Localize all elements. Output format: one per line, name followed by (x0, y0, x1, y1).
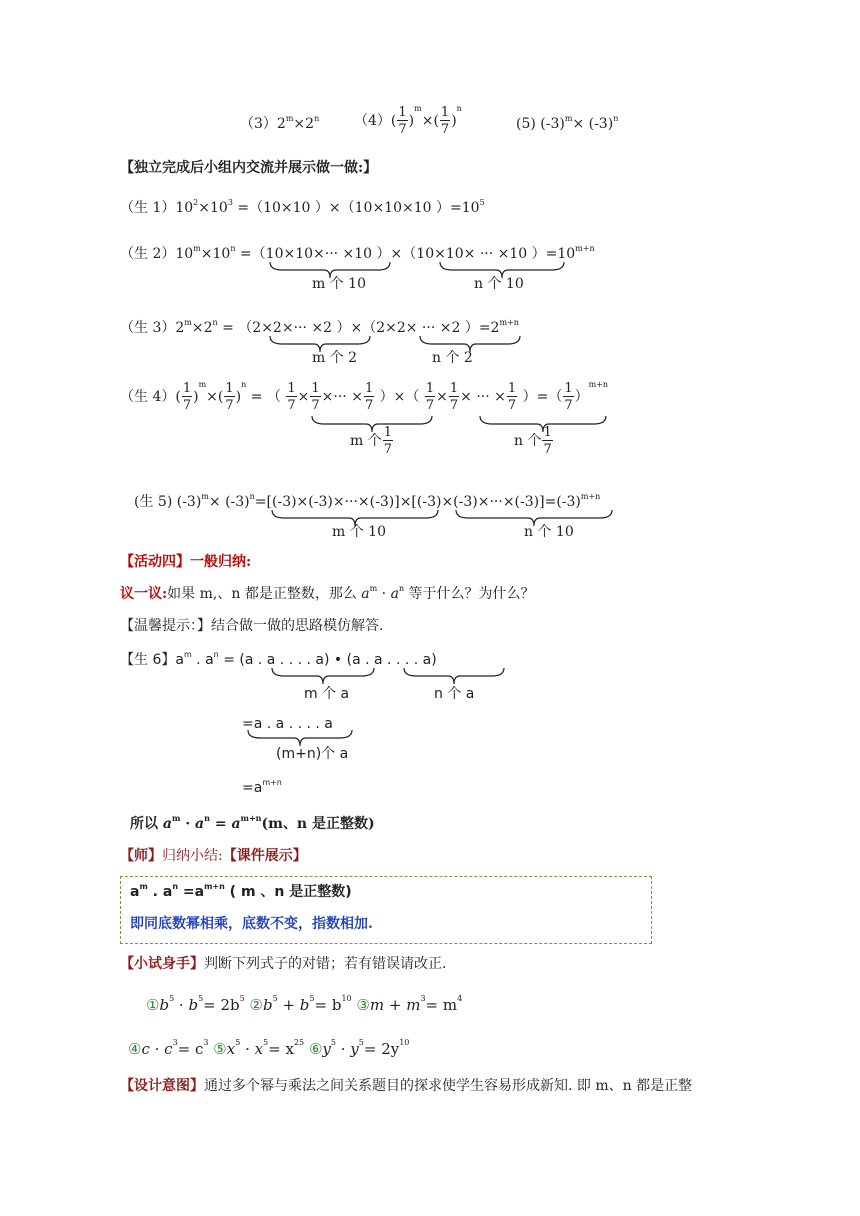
student-3-line: （生 $3)2^m\times 2^n = (2\times 2\times\cdot\cdot\cdot \times 2$ ）×（2×2× ··· ×2 ）$=2^{m+n}$ (120, 318, 519, 336)
student-1-line: （生 $1)10^2\times 10^3 =(10\times 10$ ）×（10×10×10 ）$=10^5$ (120, 198, 485, 216)
brace-icon (402, 666, 506, 686)
exercise-items-row1: $①b^5 \cdot b^5= 2b^5$ $②b^5 + b^5= b^{10}$ ③m + $m^3= m^4$ (146, 994, 463, 1014)
brace-icon (246, 728, 354, 748)
student-6-line2: =a . a . . . . a (242, 716, 333, 732)
student-5-line: (生 5) $(-3)^m\times (-3)^n=[(-3)\times(-3)\times\cdot\cdot\cdot\times(-3)]\times[(-3)\times(-3)\times\cdot\cdot\cdot\times(-3)]=(-3)^{m+n}$ (134, 492, 601, 510)
brace-label: m 个 a (304, 686, 350, 702)
brace-label: m 个 10 (332, 524, 386, 540)
summary-rule: 即同底数幂相乘，底数不变，指数相加. (130, 916, 373, 932)
brace-label: n 个 10 (474, 276, 524, 292)
try-line: 【小试身手】判断下列式子的对错；若有错误请改正. (120, 956, 447, 972)
heading-independent: 【独立完成后小组内交流并展示做一做:】 (120, 160, 378, 176)
conclusion-line: 所以 $a^m \cdot a^n = a^{m+n}(m$、n 是正整数) (130, 813, 375, 832)
brace-icon (270, 666, 376, 686)
tip-line: 【温馨提示：】结合做一做的思路模仿解答. (120, 618, 384, 634)
student-2-line: （生 $2)10^m\times 10^n =(10\times 10\times\cdot\cdot\cdot \times 10$ ）×（10×10× ··· ×10 ）$=10^{m+n}$ (120, 244, 595, 262)
activity4-title: 【活动四】一般归纳: (120, 554, 252, 570)
brace-label: n 个 10 (524, 524, 574, 540)
brace-label: n 个 $\frac{1}{7}$ (514, 425, 552, 457)
brace-label: n 个 2 (432, 350, 473, 366)
brace-label: n 个 a (434, 686, 475, 702)
student-6-line3: $=a^{m+n}$ (242, 778, 282, 796)
student-4-line: （生 4）( $\frac{1}{7}$ )$^m$×( $\frac{1}{7}$ )$^n$ = （ $\frac{1}{7}$ × $\frac{1}{7}$ ×··· × $\frac{1}{7}$ ）×（ $\frac{1}{7}$ × $\frac{1}{7}$ × ··· × $\frac{1}{7}$ ）=（ $\frac{1}{7}$ ）$^{m+n}$ (120, 380, 609, 413)
brace-label: m 个 2 (312, 350, 358, 366)
exercise-4: （4）( $\frac{1}{7}$ )$^m$×( $\frac{1}{7}$ )$^n$ (354, 104, 462, 137)
exercise-3: $(3)2^m\times 2^n$ (240, 114, 320, 132)
brace-label: m 个 $\frac{1}{7}$ (350, 425, 393, 457)
exercise-5: (5) $(-3)^m\times (-3)^n$ (516, 114, 619, 132)
brace-label: m 个 10 (312, 276, 366, 292)
student-6-line: 【生 6】$a^m$ . $a^n = (a$ . a . . . . a) • (a . a . . . . a) (120, 650, 437, 668)
design-intent-line: 【设计意图】通过多个幂与乘法之间关系题目的探求使学生容易形成新知. 即 m、n 都是正整 (120, 1078, 693, 1094)
summary-formula: $a^m$ . $a^n =a^{m+n}$ ( m 、n 是正整数) (130, 882, 352, 900)
exercise-items-row2: ④c · $c^3= c^3$ $⑤x^5 \cdot x^5= x^{25}$ $⑥y^5 \cdot y^5= 2y^{10}$ (128, 1038, 410, 1058)
teacher-line: 【师】归纳小结:【课件展示】 (120, 848, 307, 864)
discuss-line: 议一议:如果 m,、n 都是正整数，那么 $a^m \cdot a^n$ 等于什么？为什么？ (120, 584, 535, 602)
brace-label: (m+n)个 a (276, 746, 349, 762)
